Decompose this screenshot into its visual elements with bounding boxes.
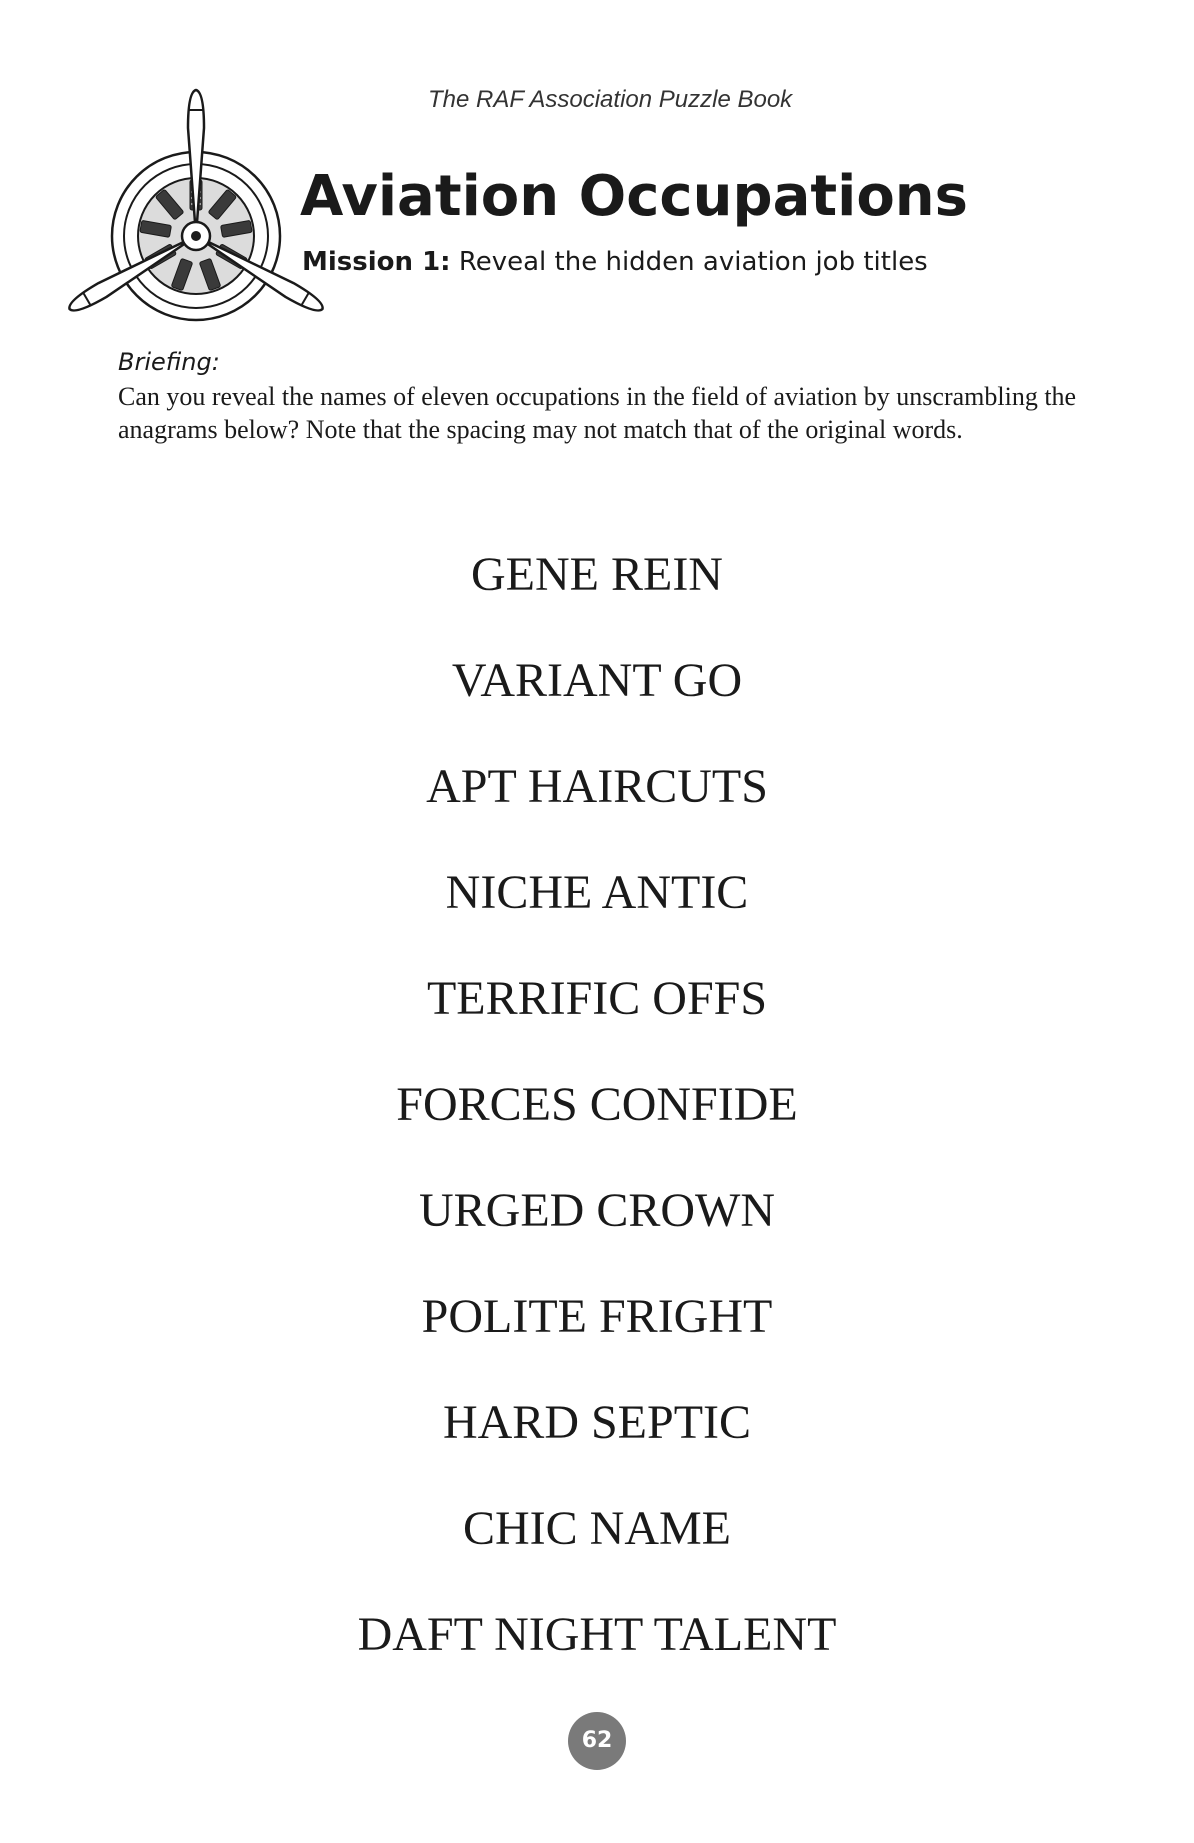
anagram-item: TERRIFIC OFFS xyxy=(426,972,768,1025)
anagram-item: GENE REIN xyxy=(471,548,723,601)
mission-label: Mission 1: xyxy=(302,247,451,277)
running-head: The RAF Association Puzzle Book xyxy=(428,86,793,113)
page-number-badge: 62 xyxy=(568,1712,626,1770)
anagram-item: VARIANT GO xyxy=(451,654,743,707)
mission-subtitle xyxy=(302,247,928,277)
anagram-item: APT HAIRCUTS xyxy=(426,760,768,813)
mission-text: Reveal the hidden aviation job titles xyxy=(458,247,928,277)
briefing-label: Briefing: xyxy=(118,348,220,376)
anagram-item: CHIC NAME xyxy=(462,1502,731,1555)
propeller-engine-icon xyxy=(60,88,330,328)
anagram-item: POLITE FRIGHT xyxy=(421,1290,773,1343)
anagram-item: DAFT NIGHT TALENT xyxy=(357,1608,837,1661)
anagram-item: URGED CROWN xyxy=(419,1184,775,1237)
anagram-item: FORCES CONFIDE xyxy=(396,1078,798,1131)
anagram-item: HARD SEPTIC xyxy=(442,1396,752,1449)
briefing-text: Can you reveal the names of eleven occupations in the field of aviation by unscrambling the anagrams below? Note that the spacing may not match that of the original words. xyxy=(118,382,1077,444)
page-title: Aviation Occupations xyxy=(300,164,969,229)
anagram-item: NICHE ANTIC xyxy=(445,866,749,919)
anagram-list xyxy=(0,540,1194,1706)
